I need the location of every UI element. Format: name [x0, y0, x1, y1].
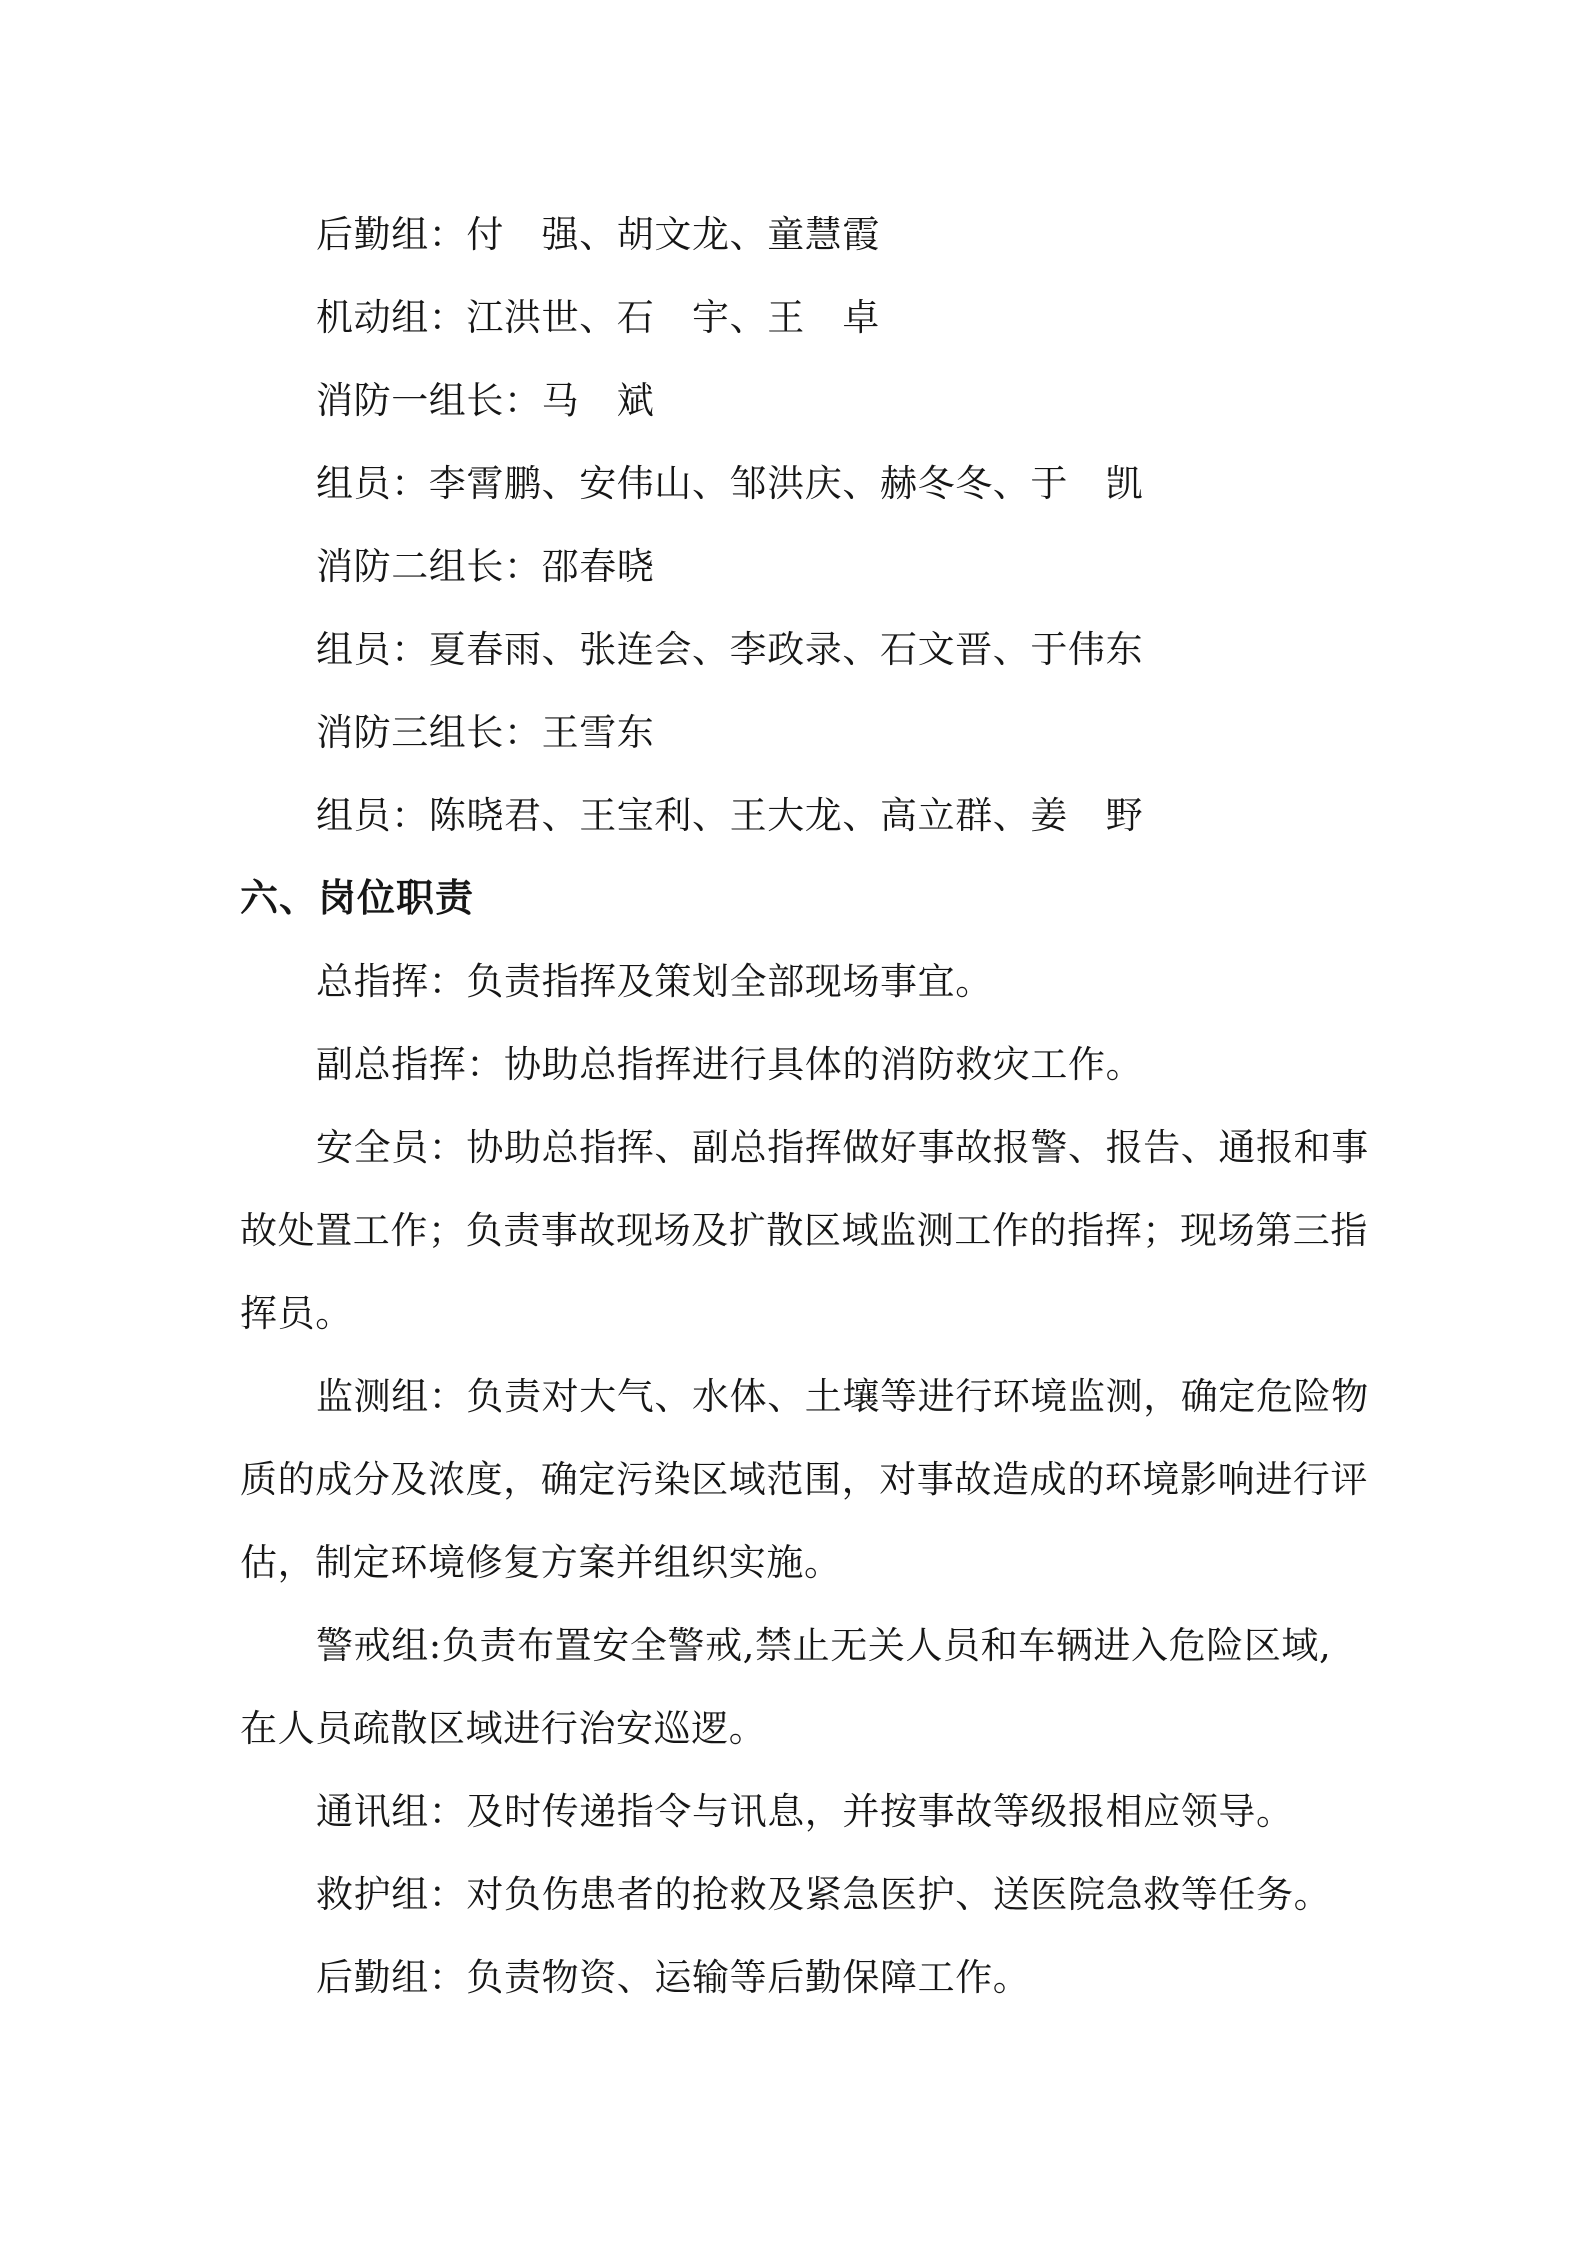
body-line: 警戒组:负责布置安全警戒,禁止无关人员和车辆进入危险区域,	[316, 1624, 1332, 1667]
roster-line: 机动组：江洪世、石 宇、王 卓	[316, 296, 880, 339]
body-line: 总指挥：负责指挥及策划全部现场事宜。	[316, 960, 993, 1003]
roster-line: 组员：夏春雨、张连会、李政录、石文晋、于伟东	[316, 628, 1144, 671]
body-line: 估，制定环境修复方案并组织实施。	[240, 1541, 842, 1584]
body-line: 在人员疏散区域进行治安巡逻。	[240, 1707, 767, 1750]
roster-line: 消防一组长：马 斌	[316, 379, 655, 422]
body-line: 安全员：协助总指挥、副总指挥做好事故报警、报告、通报和事	[316, 1126, 1369, 1169]
body-line: 监测组：负责对大气、水体、土壤等进行环境监测，确定危险物	[316, 1375, 1369, 1418]
roster-line: 后勤组：付 强、胡文龙、童慧霞	[316, 213, 880, 256]
roster-line: 消防二组长：邵春晓	[316, 545, 655, 588]
document-body	[240, 193, 1375, 2019]
roster-line: 组员：陈晓君、王宝利、王大龙、高立群、姜 野	[316, 794, 1144, 837]
body-line: 故处置工作；负责事故现场及扩散区域监测工作的指挥；现场第三指	[240, 1209, 1368, 1252]
roster-line: 消防三组长：王雪东	[316, 711, 655, 754]
body-line: 通讯组：及时传递指令与讯息，并按事故等级报相应领导。	[316, 1790, 1294, 1833]
body-line: 副总指挥：协助总指挥进行具体的消防救灾工作。	[316, 1043, 1144, 1086]
body-line: 挥员。	[240, 1292, 353, 1335]
body-line: 质的成分及浓度，确定污染区域范围，对事故造成的环境影响进行评	[240, 1458, 1368, 1501]
body-line: 救护组：对负伤患者的抢救及紧急医护、送医院急救等任务。	[316, 1873, 1332, 1916]
body-line: 后勤组：负责物资、运输等后勤保障工作。	[316, 1956, 1031, 1999]
section-heading: 六、岗位职责	[240, 876, 475, 920]
roster-line: 组员：李霄鹏、安伟山、邹洪庆、赫冬冬、于 凯	[316, 462, 1144, 505]
